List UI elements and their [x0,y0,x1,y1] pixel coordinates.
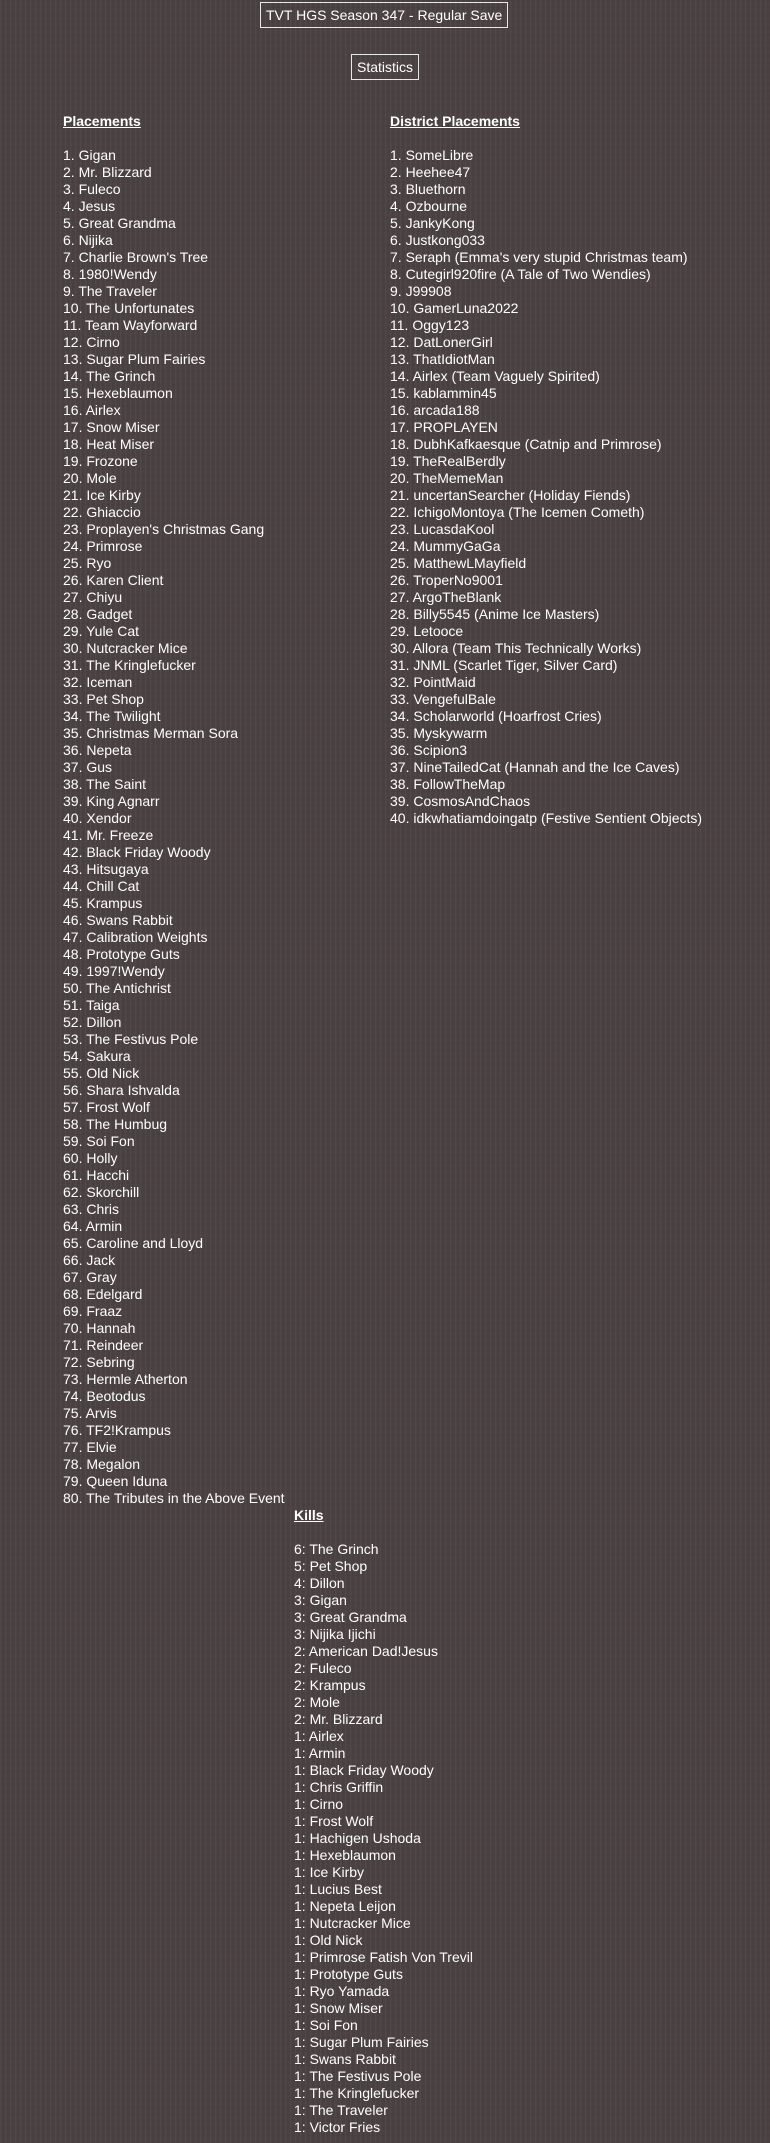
list-item: 1: Chris Griffin [294,1779,384,1795]
list-item: 33. VengefulBale [390,691,496,707]
list-item: 68. Edelgard [63,1286,143,1302]
list-item: 1: Primrose Fatish Von Trevil [294,1949,473,1965]
list-item: 8. Cutegirl920fire (A Tale of Two Wendies) [390,266,651,282]
list-item: 1: Armin [294,1745,346,1761]
list-item: 20. Mole [63,470,117,486]
list-item: 2: Mr. Blizzard [294,1711,383,1727]
list-item: 1: Nutcracker Mice [294,1915,411,1931]
list-item: 16. Airlex [63,402,121,418]
list-item: 31. The Kringlefucker [63,657,196,673]
list-item: 79. Queen Iduna [63,1473,168,1489]
list-item: 8. 1980!Wendy [63,266,157,282]
list-item: 27. Chiyu [63,589,123,605]
list-item: 43. Hitsugaya [63,861,149,877]
list-item: 54. Sakura [63,1048,131,1064]
list-item: 1: Victor Fries [294,2119,381,2135]
list-item: 2: Mole [294,1694,340,1710]
list-item: 25. Ryo [63,555,112,571]
list-item: 2. Mr. Blizzard [63,164,152,180]
list-item: 50. The Antichrist [63,980,171,996]
list-item: 26. TroperNo9001 [390,572,503,588]
list-item: 14. Airlex (Team Vaguely Spirited) [390,368,600,384]
season-title-button[interactable]: TVT HGS Season 347 - Regular Save [260,2,508,28]
list-item: 41. Mr. Freeze [63,827,154,843]
list-item: 45. Krampus [63,895,143,911]
list-item: 6. Justkong033 [390,232,485,248]
list-item: 19. TheRealBerdly [390,453,506,469]
list-item: 5. Great Grandma [63,215,176,231]
list-item: 32. PointMaid [390,674,476,690]
list-item: 33. Pet Shop [63,691,144,707]
list-item: 1: Hexeblaumon [294,1847,396,1863]
list-item: 78. Megalon [63,1456,141,1472]
list-item: 22. Ghiaccio [63,504,141,520]
list-item: 6. Nijika [63,232,113,248]
list-item: 30. Allora (Team This Technically Works) [390,640,642,656]
list-item: 39. King Agnarr [63,793,160,809]
list-item: 1: Lucius Best [294,1881,382,1897]
list-item: 28. Billy5545 (Anime Ice Masters) [390,606,600,622]
list-item: 1: Frost Wolf [294,1813,374,1829]
list-item: 1: Snow Miser [294,2000,383,2016]
list-item: 61. Hacchi [63,1167,130,1183]
list-item: 1: Airlex [294,1728,344,1744]
list-item: 18. DubhKafkaesque (Catnip and Primrose) [390,436,662,452]
list-item: 36. Nepeta [63,742,132,758]
list-item: 27. ArgoTheBlank [390,589,502,605]
list-item: 13. Sugar Plum Fairies [63,351,206,367]
list-item: 23. LucasdaKool [390,521,495,537]
list-item: 64. Armin [63,1218,123,1234]
list-item: 3: Great Grandma [294,1609,407,1625]
list-item: 1: Old Nick [294,1932,363,1948]
list-item: 80. The Tributes in the Above Event [63,1490,285,1506]
list-item: 2. Heehee47 [390,164,471,180]
list-item: 18. Heat Miser [63,436,155,452]
list-item: 1. Gigan [63,147,116,163]
list-item: 53. The Festivus Pole [63,1031,199,1047]
list-item: 17. PROPLAYEN [390,419,498,435]
list-item: 65. Caroline and Lloyd [63,1235,204,1251]
list-item: 1: The Kringlefucker [294,2085,420,2101]
list-item: 47. Calibration Weights [63,929,208,945]
list-item: 12. Cirno [63,334,120,350]
list-item: 51. Taiga [63,997,120,1013]
list-item: 11. Team Wayforward [63,317,198,333]
list-item: 1: Swans Rabbit [294,2051,396,2067]
list-item: 5. JankyKong [390,215,475,231]
list-item: 44. Chill Cat [63,878,140,894]
list-item: 2: American Dad!Jesus [294,1643,438,1659]
list-item: 36. Scipion3 [390,742,468,758]
list-item: 67. Gray [63,1269,117,1285]
list-item: 58. The Humbug [63,1116,168,1132]
district-placements-list [390,147,702,827]
statistics-button[interactable]: Statistics [351,54,419,80]
list-item: 42. Black Friday Woody [63,844,211,860]
list-item: 2: Fuleco [294,1660,352,1676]
kills-list [294,1541,473,2136]
list-item: 10. GamerLuna2022 [390,300,519,316]
list-item: 77. Elvie [63,1439,117,1455]
list-item: 71. Reindeer [63,1337,144,1353]
kills-heading: Kills [294,1507,324,1523]
list-item: 1: Ice Kirby [294,1864,365,1880]
list-item: 39. CosmosAndChaos [390,793,531,809]
list-item: 35. Myskywarm [390,725,488,741]
list-item: 25. MatthewLMayfield [390,555,527,571]
list-item: 34. Scholarworld (Hoarfrost Cries) [390,708,602,724]
list-item: 17. Snow Miser [63,419,160,435]
list-item: 3: Gigan [294,1592,347,1608]
list-item: 24. MummyGaGa [390,538,501,554]
list-item: 40. idkwhatiamdoingatp (Festive Sentient Objects) [390,810,703,826]
list-item: 12. DatLonerGirl [390,334,493,350]
list-item: 1: Nepeta Leijon [294,1898,396,1914]
list-item: 56. Shara Ishvalda [63,1082,180,1098]
list-item: 1: Hachigen Ushoda [294,1830,421,1846]
list-item: 9. J99908 [390,283,452,299]
list-item: 9. The Traveler [63,283,157,299]
list-item: 24. Primrose [63,538,143,554]
list-item: 6: The Grinch [294,1541,379,1557]
list-item: 69. Fraaz [63,1303,123,1319]
list-item: 38. The Saint [63,776,147,792]
list-item: 60. Holly [63,1150,118,1166]
list-item: 23. Proplayen's Christmas Gang [63,521,265,537]
list-item: 40. Xendor [63,810,132,826]
list-item: 1: Black Friday Woody [294,1762,434,1778]
list-item: 4: Dillon [294,1575,345,1591]
list-item: 29. Yule Cat [63,623,140,639]
list-item: 1. SomeLibre [390,147,474,163]
list-item: 66. Jack [63,1252,116,1268]
list-item: 31. JNML (Scarlet Tiger, Silver Card) [390,657,618,673]
list-item: 1: The Festivus Pole [294,2068,422,2084]
list-item: 48. Prototype Guts [63,946,180,962]
list-item: 63. Chris [63,1201,120,1217]
list-item: 49. 1997!Wendy [63,963,165,979]
list-item: 10. The Unfortunates [63,300,195,316]
list-item: 32. Iceman [63,674,133,690]
list-item: 21. uncertanSearcher (Holiday Fiends) [390,487,631,503]
list-item: 20. TheMemeMan [390,470,504,486]
list-item: 1: Prototype Guts [294,1966,403,1982]
list-item: 22. IchigoMontoya (The Icemen Cometh) [390,504,645,520]
list-item: 3. Fuleco [63,181,121,197]
list-item: 21. Ice Kirby [63,487,141,503]
list-item: 7. Charlie Brown's Tree [63,249,209,265]
list-item: 3. Bluethorn [390,181,466,197]
list-item: 1: Sugar Plum Fairies [294,2034,429,2050]
list-item: 62. Skorchill [63,1184,140,1200]
list-item: 14. The Grinch [63,368,156,384]
list-item: 37. NineTailedCat (Hannah and the Ice Caves) [390,759,680,775]
list-item: 13. ThatIdiotMan [390,351,495,367]
list-item: 1: Ryo Yamada [294,1983,390,1999]
list-item: 26. Karen Client [63,572,164,588]
list-item: 30. Nutcracker Mice [63,640,188,656]
district-placements-heading: District Placements [390,113,520,129]
list-item: 28. Gadget [63,606,133,622]
placements-list [63,147,285,1507]
list-item: 29. Letooce [390,623,464,639]
list-item: 1: The Traveler [294,2102,388,2118]
list-item: 46. Swans Rabbit [63,912,173,928]
list-item: 73. Hermle Atherton [63,1371,188,1387]
list-item: 35. Christmas Merman Sora [63,725,239,741]
list-item: 2: Krampus [294,1677,366,1693]
list-item: 38. FollowTheMap [390,776,506,792]
list-item: 16. arcada188 [390,402,480,418]
list-item: 5: Pet Shop [294,1558,368,1574]
list-item: 1: Cirno [294,1796,344,1812]
list-item: 15. Hexeblaumon [63,385,173,401]
list-item: 59. Soi Fon [63,1133,135,1149]
list-item: 57. Frost Wolf [63,1099,150,1115]
list-item: 3: Nijika Ijichi [294,1626,376,1642]
list-item: 74. Beotodus [63,1388,146,1404]
list-item: 7. Seraph (Emma's very stupid Christmas team) [390,249,688,265]
list-item: 4. Ozbourne [390,198,468,214]
list-item: 19. Frozone [63,453,138,469]
list-item: 4. Jesus [63,198,116,214]
list-item: 72. Sebring [63,1354,135,1370]
list-item: 37. Gus [63,759,113,775]
list-item: 76. TF2!Krampus [63,1422,171,1438]
list-item: 34. The Twilight [63,708,161,724]
list-item: 11. Oggy123 [390,317,470,333]
list-item: 75. Arvis [63,1405,117,1421]
list-item: 52. Dillon [63,1014,122,1030]
list-item: 15. kablammin45 [390,385,497,401]
list-item: 55. Old Nick [63,1065,140,1081]
placements-heading: Placements [63,113,141,129]
list-item: 70. Hannah [63,1320,136,1336]
list-item: 1: Soi Fon [294,2017,358,2033]
